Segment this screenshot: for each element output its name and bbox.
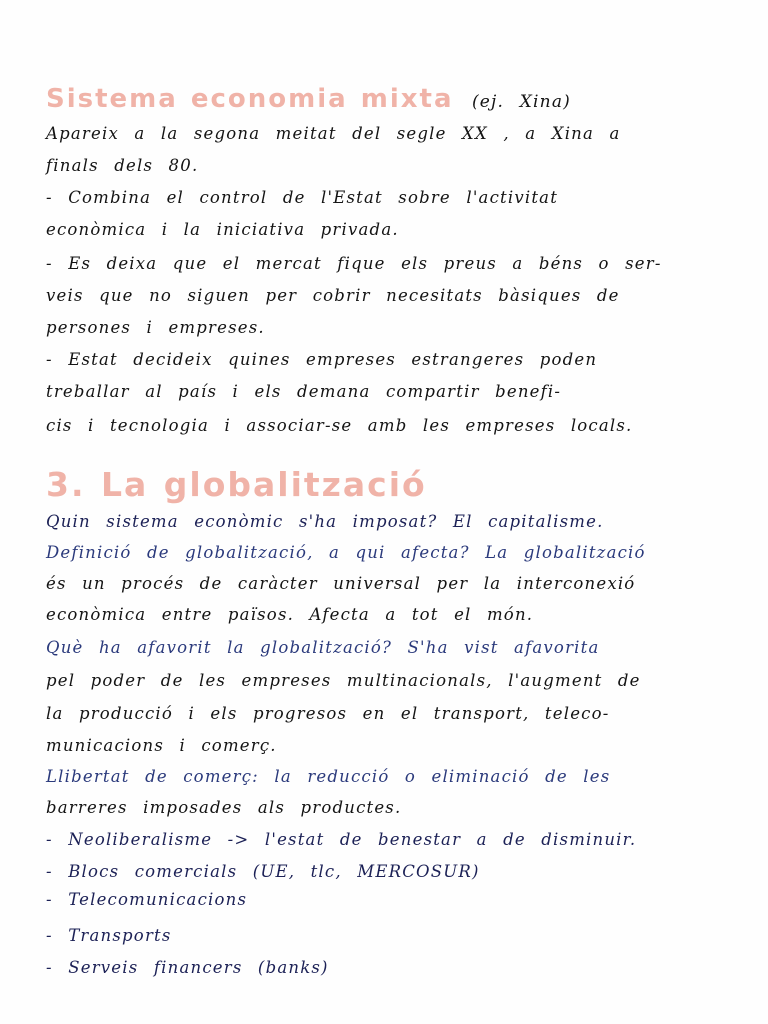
heading-title: 3. La globalització [46,465,427,504]
heading-note: (ej. Xina) [471,92,571,112]
heading-title: Sistema economia mixta [46,84,454,114]
list-item: - Transports [46,926,172,945]
text-line: veis que no siguen per cobrir necesitats bàsiques de [46,286,620,305]
list-item: - Telecomunicacions [46,890,248,909]
section-heading-mixed-economy [46,83,571,118]
text-line: finals dels 80. [46,156,199,175]
section-heading-globalization [46,466,427,504]
list-item: - Neoliberalisme -> l'estat de benestar a de disminuir. [46,830,637,849]
text-line: Definició de globalització, a qui afecta? La globalització [46,543,646,562]
text-line: és un procés de caràcter universal per la interconexió [46,574,636,593]
text-line: Llibertat de comerç: la reducció o eliminació de les [46,767,611,786]
text-line: persones i empreses. [46,318,265,337]
text-line: municacions i comerç. [46,736,277,755]
text-line: Quin sistema econòmic s'ha imposat? El capitalisme. [46,512,604,531]
text-line: treballar al país i els demana compartir benefi- [46,382,562,401]
list-item: - Blocs comercials (UE, tlc, MERCOSUR) [46,862,480,881]
text-line: econòmica entre països. Afecta a tot el món. [46,605,534,624]
text-line: - Estat decideix quines empreses estrangeres poden [46,350,598,369]
text-line: Apareix a la segona meitat del segle XX , a Xina a [46,124,621,143]
text-line: la producció i els progresos en el transport, teleco- [46,704,610,723]
text-line: cis i tecnologia i associar-se amb les empreses locals. [46,416,633,435]
text-line: econòmica i la iniciativa privada. [46,220,399,239]
text-line: barreres imposades als productes. [46,798,402,817]
text-line: - Combina el control de l'Estat sobre l'activitat [46,188,559,207]
text-line: - Es deixa que el mercat fique els preus a béns o ser- [46,254,662,273]
list-item: - Serveis financers (banks) [46,958,329,977]
text-line: pel poder de les empreses multinacionals, l'augment de [46,671,641,690]
text-line: Què ha afavorit la globalització? S'ha vist afavorita [46,638,600,657]
